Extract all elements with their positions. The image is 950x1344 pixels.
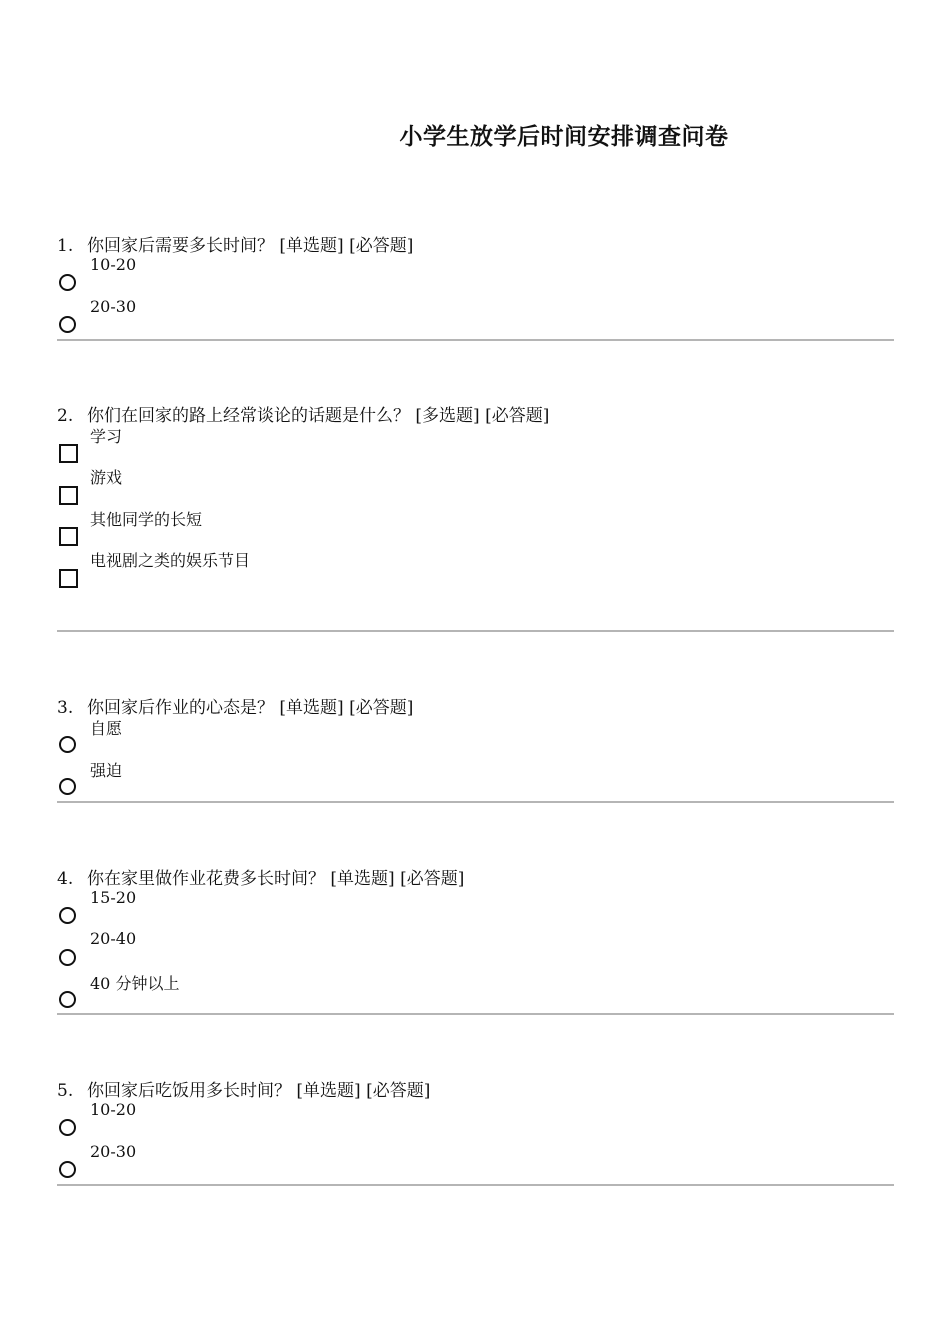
option-label: 其他同学的长短 [90, 510, 203, 529]
radio-button[interactable] [59, 907, 76, 924]
question-text [57, 1076, 430, 1101]
divider [57, 1184, 894, 1186]
checkbox[interactable] [59, 569, 78, 588]
question-label: 你们在回家的路上经常谈论的话题是什么？ [多选题] [必答题] [87, 406, 550, 426]
divider [57, 630, 894, 632]
divider [57, 1013, 894, 1015]
option-label: 强迫 [90, 761, 123, 780]
option-label: 游戏 [90, 468, 123, 487]
option-label: 10-20 [90, 1100, 137, 1119]
radio-button[interactable] [59, 316, 76, 333]
radio-button[interactable] [59, 778, 76, 795]
option-label: 40 分钟以上 [90, 974, 180, 993]
question-text [57, 693, 413, 718]
question-number: 2. [57, 406, 74, 426]
divider [57, 339, 894, 341]
option-label: 20-40 [90, 929, 137, 948]
question-number: 4. [57, 869, 74, 889]
option-label: 学习 [90, 427, 123, 446]
question-text [57, 864, 464, 889]
radio-button[interactable] [59, 991, 76, 1008]
radio-button[interactable] [59, 1161, 76, 1178]
question-number: 5. [57, 1081, 74, 1101]
option-label: 20-30 [90, 1142, 137, 1161]
radio-button[interactable] [59, 736, 76, 753]
option-label: 15-20 [90, 888, 137, 907]
question-text [57, 401, 549, 426]
question-text [57, 231, 413, 256]
question-label: 你回家后作业的心态是？ [单选题] [必答题] [87, 698, 414, 718]
option-label: 10-20 [90, 255, 137, 274]
option-label: 电视剧之类的娱乐节目 [90, 551, 251, 570]
radio-button[interactable] [59, 1119, 76, 1136]
option-label: 20-30 [90, 297, 137, 316]
question-number: 1. [57, 236, 74, 256]
radio-button[interactable] [59, 949, 76, 966]
divider [57, 801, 894, 803]
radio-button[interactable] [59, 274, 76, 291]
question-label: 你回家后需要多长时间？ [单选题] [必答题] [87, 236, 414, 256]
question-label: 你在家里做作业花费多长时间？ [单选题] [必答题] [87, 869, 465, 889]
option-label: 自愿 [90, 719, 123, 738]
checkbox[interactable] [59, 527, 78, 546]
checkbox[interactable] [59, 486, 78, 505]
checkbox[interactable] [59, 444, 78, 463]
question-number: 3. [57, 698, 74, 718]
survey-title: 小学生放学后时间安排调查问卷 [399, 123, 729, 150]
question-label: 你回家后吃饭用多长时间？ [单选题] [必答题] [87, 1081, 431, 1101]
